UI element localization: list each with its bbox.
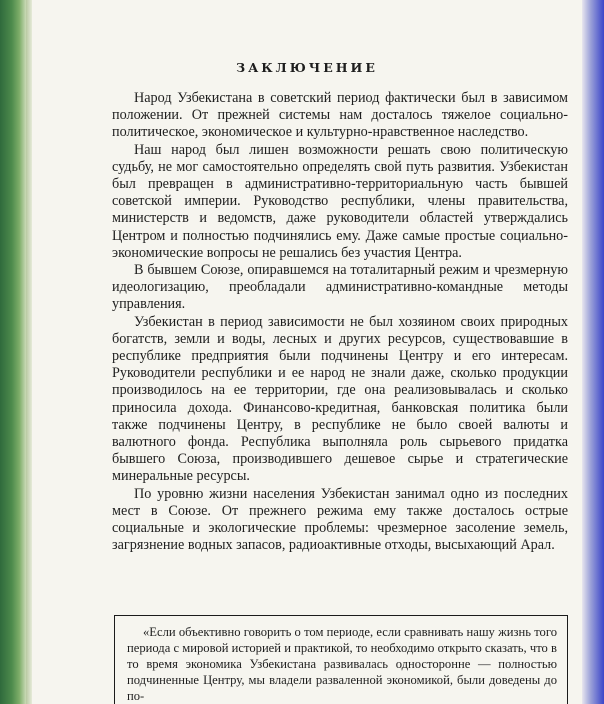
chapter-title: ЗАКЛЮЧЕНИЕ [236, 60, 378, 75]
quote-text: «Если объективно говорить о том периоде, если сравнивать нашу жизнь того периода с мировой историей и практикой, то необходимо открыто сказать, что в то время экономика Узбекистана развивалась односторонне — полностью подчиненные Центру, мы владели разваленной экономикой, были доведены до по- [127, 625, 557, 703]
paragraph-5: По уровню жизни населения Узбекистан занимал одно из последних мест в Союзе. От прежнего режима ему также досталось острые социальные и экологические проблемы: чрезмерное засоление земель, загрязнение водных запасов, радиоактивные отходы, высыхающий Арал. [112, 485, 568, 554]
paragraph-2: Наш народ был лишен возможности решать свою политическую судьбу, не мог самостоятельно определять свой путь развития. Узбекистан был превращен в административно-территориальную часть бывшей советской империи. Руководство республики, члены правительства, министерств и ведомств, даже руководители областей утверждались Центром и полностью подчинялись ему. Даже самые простые социально-экономические вопросы не решались без участия Центра. [112, 141, 568, 261]
paragraph-4: Узбекистан в период зависимости не был хозяином своих природных богатств, земли и воды, лесных и других ресурсов, существовавшие в республике предприятия были подчинены Центру и его интересам. Руководители республики и ее народ не знали даже, сколько продукции производилось на ее территории, где она реализовывалась и сколько приносила дохода. Финансово-кредитная, банковская политика были также подчинены Центру, в республике не было своей валюты и валютного фонда. Республика выполняла роль сырьевого придатка бывшего Союза, производившего дешевое сырье и стратегические минеральные ресурсы. [112, 313, 568, 485]
paragraph-3: В бывшем Союзе, опиравшемся на тоталитарный режим и чрезмерную идеологизацию, преобладали административно-командные методы управления. [112, 262, 568, 313]
paragraph-1: Народ Узбекистана в советский период фактически был в зависимом положении. От прежней системы нам досталось тяжелое социально-политическое, экономическое и культурно-нравственное наследство. [112, 90, 568, 141]
book-cover-edge-right [582, 0, 604, 704]
book-page [32, 0, 582, 704]
quote-box [114, 615, 568, 704]
page-body-text [112, 90, 568, 554]
book-cover-edge-left [0, 0, 26, 704]
